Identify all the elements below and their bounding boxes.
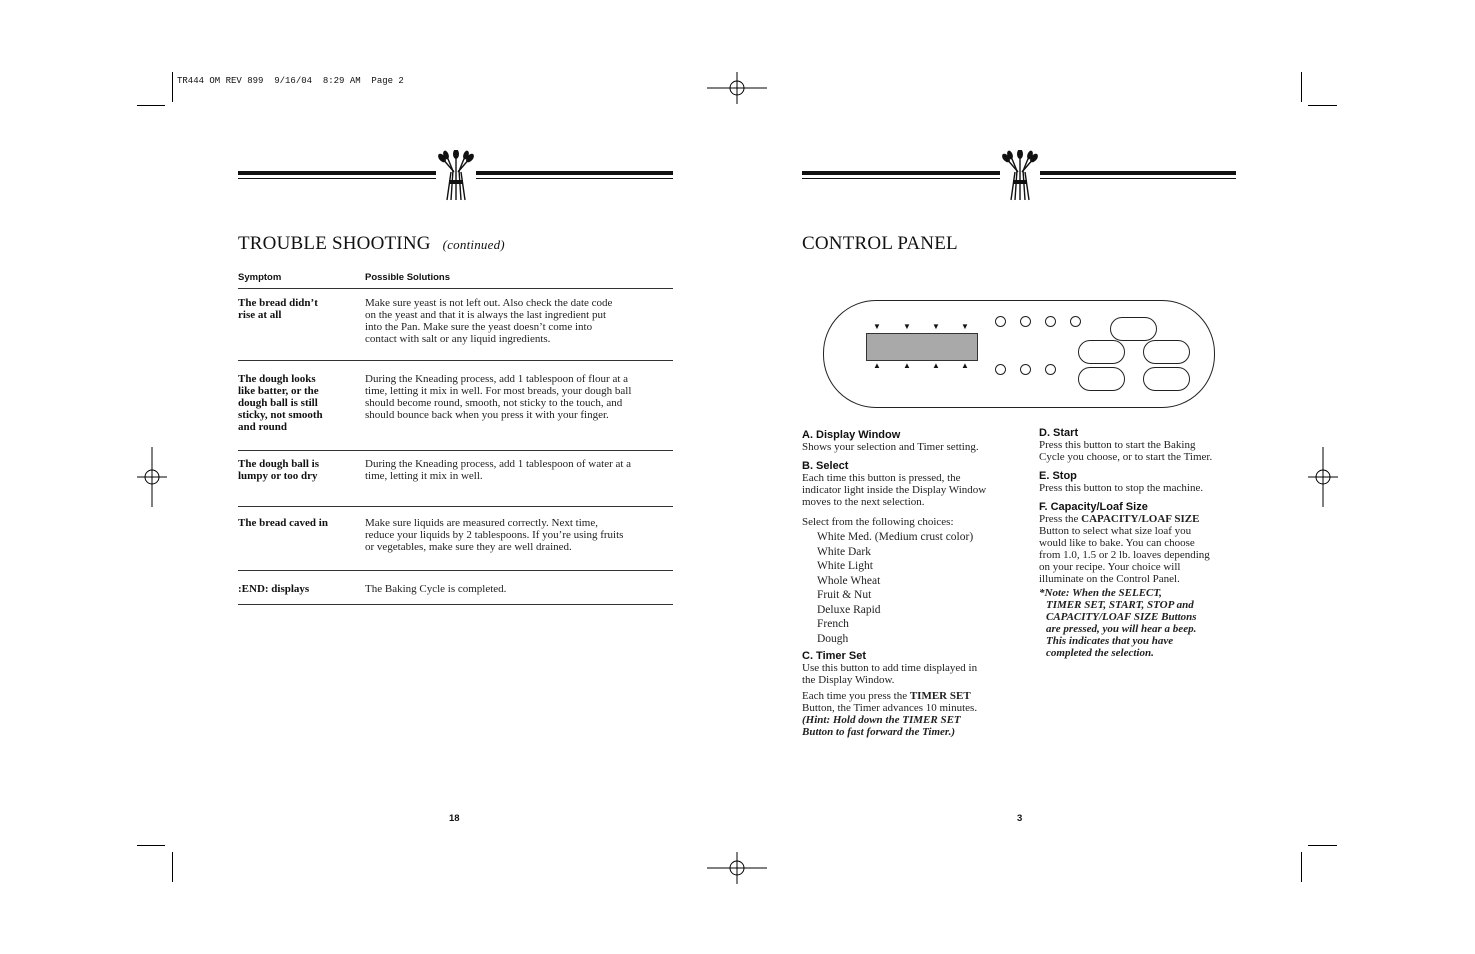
wheat-sheaf-icon <box>432 150 480 202</box>
crop-mark <box>1308 105 1337 106</box>
solution-cell: Make sure yeast is not left out. Also check the date code on the yeast and that it is always the last ingredient put into the Pan. Make sure the yeast doesn’t come into contact with salt or any liquid ingredients. <box>365 297 613 345</box>
indicator-light <box>995 316 1006 327</box>
capacity-button-illustration <box>1110 317 1157 341</box>
timer-set-button-illustration <box>1143 340 1190 364</box>
crop-mark <box>172 72 173 102</box>
start-button-illustration <box>1078 367 1125 391</box>
indicator-light <box>995 364 1006 375</box>
section-start <box>1039 427 1239 463</box>
display-window <box>866 333 978 361</box>
registration-mark-right <box>1308 447 1338 507</box>
section-display-window <box>802 429 1022 453</box>
crop-mark <box>172 852 173 882</box>
stop-button-illustration <box>1143 367 1190 391</box>
indicator-light <box>1020 364 1031 375</box>
symptom-cell: The bread didn’t rise at all <box>238 297 318 321</box>
section-timer-set <box>802 650 1027 738</box>
registration-mark-left <box>137 447 167 507</box>
page-title: TROUBLE SHOOTING (continued) <box>238 233 505 254</box>
symptom-cell: The dough looks like batter, or the dough ball is still sticky, not smooth and round <box>238 373 323 433</box>
up-arrow-icon: ▲ <box>932 361 940 370</box>
section-capacity <box>1039 501 1239 659</box>
section-heading: A. Display Window <box>802 429 901 441</box>
crop-mark <box>137 105 165 106</box>
down-arrow-icon: ▼ <box>903 322 911 331</box>
crop-mark <box>1301 72 1302 102</box>
choices-intro: Select from the following choices: <box>802 516 954 528</box>
down-arrow-icon: ▼ <box>961 322 969 331</box>
page-title: CONTROL PANEL <box>802 233 958 254</box>
solution-cell: During the Kneading process, add 1 tablespoon of flour at a time, letting it mix in well. For most breads, your dough ball should become round, smooth, not sticky to the touch, and should bounce back when you press it with your finger. <box>365 373 632 421</box>
symptom-cell: :END: displays <box>238 583 310 595</box>
list-item: White Med. (Medium crust color) <box>817 531 974 543</box>
section-heading: F. Capacity/Loaf Size <box>1039 501 1148 513</box>
section-text: Use this button to add time displayed in the Display Window. <box>802 662 978 686</box>
table-divider <box>238 506 673 507</box>
select-button-illustration <box>1078 340 1125 364</box>
wheat-sheaf-icon <box>996 150 1044 202</box>
section-text: Shows your selection and Timer setting. <box>802 441 979 453</box>
list-item: Deluxe Rapid <box>817 603 881 616</box>
indicator-light <box>1045 316 1056 327</box>
section-text: Each time this button is pressed, the indicator light inside the Display Window moves to the next selection. <box>802 472 987 508</box>
list-item: Dough <box>817 632 849 645</box>
section-select <box>802 460 1027 646</box>
section-text: Press this button to stop the machine. <box>1039 482 1204 494</box>
list-item: Fruit & Nut <box>817 589 872 601</box>
list-item: Whole Wheat <box>817 574 881 587</box>
table-divider <box>238 604 673 605</box>
down-arrow-icon: ▼ <box>932 322 940 331</box>
table-divider <box>238 288 673 289</box>
section-text: Each time you press the TIMER SET Button, the Timer advances 10 minutes. (Hint: Hold down the TIMER SET Button to fast forward the Timer.) <box>802 690 978 738</box>
list-item: French <box>817 618 849 630</box>
solution-cell: During the Kneading process, add 1 tablespoon of water at a time, letting it mix in well. <box>365 458 632 482</box>
choices-list <box>802 530 1027 646</box>
print-slug: TR444 OM REV 899 9/16/04 8:29 AM Page 2 <box>177 76 404 86</box>
up-arrow-icon: ▲ <box>873 361 881 370</box>
table-header-symptom: Symptom <box>238 272 282 283</box>
list-item: White Dark <box>817 545 871 558</box>
solution-cell: The Baking Cycle is completed. <box>365 583 507 595</box>
section-heading: E. Stop <box>1039 470 1077 482</box>
up-arrow-icon: ▲ <box>903 361 911 370</box>
section-text: Press this button to start the Baking Cycle you choose, or to start the Timer. <box>1039 439 1213 463</box>
indicator-light <box>1020 316 1031 327</box>
title-suffix: (continued) <box>442 237 505 252</box>
crop-mark <box>1301 852 1302 882</box>
list-item: White Light <box>817 560 873 572</box>
page-number-left: 18 <box>449 813 460 824</box>
solution-cell: Make sure liquids are measured correctly. Next time, reduce your liquids by 2 tablespoons. If you’re using fruits or vegetables, make sure they are well drained. <box>365 517 624 553</box>
registration-mark-top <box>707 72 767 104</box>
section-heading: C. Timer Set <box>802 650 866 662</box>
symptom-cell: The bread caved in <box>238 517 328 529</box>
indicator-light <box>1045 364 1056 375</box>
table-divider <box>238 450 673 451</box>
section-heading: B. Select <box>802 460 849 472</box>
section-stop <box>1039 470 1239 494</box>
note: *Note: When the SELECT, TIMER SET, START, STOP and CAPACITY/LOAF SIZE Buttons are pressed, you will hear a beep. This indicates that you have completed the selection. <box>1039 587 1197 659</box>
crop-mark <box>1308 845 1337 846</box>
up-arrow-icon: ▲ <box>961 361 969 370</box>
indicator-light <box>1070 316 1081 327</box>
section-heading: D. Start <box>1039 427 1079 439</box>
section-text: Press the CAPACITY/LOAF SIZE Button to select what size loaf you would like to bake. You can choose from 1.0, 1.5 or 2 lb. loaves depending on your recipe. Your choice will illuminate on the Control Panel. <box>1039 513 1210 585</box>
down-arrow-icon: ▼ <box>873 322 881 331</box>
table-header-solutions: Possible Solutions <box>365 272 450 283</box>
table-divider <box>238 360 673 361</box>
registration-mark-bottom <box>707 852 767 884</box>
symptom-cell: The dough ball is lumpy or too dry <box>238 458 320 482</box>
page-number-right: 3 <box>1017 813 1023 824</box>
table-divider <box>238 570 673 571</box>
crop-mark <box>137 845 165 846</box>
